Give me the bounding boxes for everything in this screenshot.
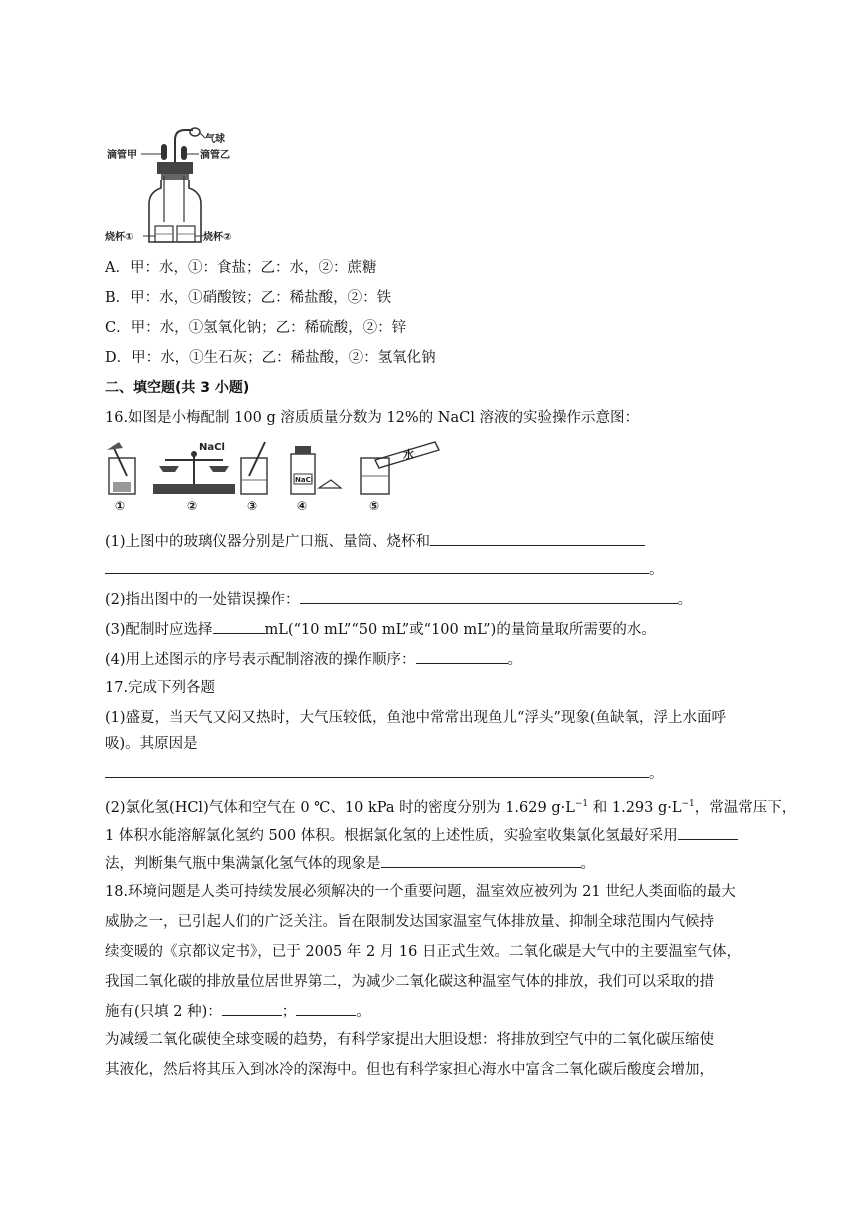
label-dropper-b: 滴管乙 xyxy=(200,150,230,161)
q16-part1-cont: 。 xyxy=(105,558,760,580)
q17-part1-line2: 吸)。其原因是 xyxy=(105,736,198,752)
option-b: B．甲：水，①硝酸铵；乙：稀盐酸，②：铁 xyxy=(105,290,392,306)
solution-prep-figure xyxy=(105,436,445,516)
answer-blank-17-1[interactable] xyxy=(105,762,649,778)
q17-stem: 17.完成下列各题 xyxy=(105,680,216,696)
q18-line6: 为减缓二氧化碳使全球变暖的趋势，有科学家提出大胆设想：将排放到空气中的二氧化碳压缩使 xyxy=(105,1032,714,1048)
answer-blank-16-2[interactable] xyxy=(300,588,678,604)
label-nacl-bottle: NaCl xyxy=(295,476,314,484)
answer-blank-17-2a[interactable] xyxy=(678,824,738,840)
q16-part2: (2)指出图中的一处错误操作： 。 xyxy=(105,588,760,610)
option-a: A．甲：水，①：食盐；乙：水，②：蔗糖 xyxy=(105,260,377,276)
q18-line2: 威胁之一，已引起人们的广泛关注。旨在限制发达国家温室气体排放量、抑制全球范围内气候持 xyxy=(105,914,714,930)
q18-line7: 其液化，然后将其压入到冰冷的深海中。但也有科学家担心海水中富含二氧化碳后酸度会增加， xyxy=(105,1062,714,1078)
q17-part1-blank-line: 。 xyxy=(105,762,760,784)
step-2: ② xyxy=(187,499,198,513)
step-4: ④ xyxy=(297,499,308,513)
answer-blank-17-2b[interactable] xyxy=(381,852,581,868)
label-beaker1: 烧杯① xyxy=(105,232,134,243)
label-dropper-a: 滴管甲 xyxy=(107,150,137,161)
label-beaker2: 烧杯② xyxy=(203,232,232,243)
q16-part3: (3)配制时应选择 mL(“10 mL”“50 mL”或“100 mL”)的量筒量取所需要的水。 xyxy=(105,618,760,640)
section-title: 二、填空题(共 3 小题) xyxy=(105,380,250,396)
answer-blank-16-1[interactable] xyxy=(430,530,645,546)
q17-part2-line1: (2)氯化氢(HCl)气体和空气在 0 ℃、10 kPa 时的密度分别为 1.629 $g\cdot L^{-1}$ 和 1.293 $g\cdot L^{-1}$，常温常压下， xyxy=(105,799,797,816)
label-balloon: 气球 xyxy=(205,134,225,145)
answer-blank-18-1[interactable] xyxy=(222,1000,282,1016)
apparatus-diagram xyxy=(105,126,255,252)
apparatus-figure xyxy=(105,126,255,252)
q18-line4: 我国二氧化碳的排放量位居世界第二，为减少二氧化碳这种温室气体的排放，我们可以采取的措 xyxy=(105,974,714,990)
q17-part1-line1: (1)盛夏，当天气又闷又热时，大气压较低，鱼池中常常出现鱼儿“浮头”现象(鱼缺氧，浮上水面呼 xyxy=(105,710,727,726)
step-5: ⑤ xyxy=(369,499,380,513)
option-c: C．甲：水，①氢氧化钠；乙：稀硫酸，②：锌 xyxy=(105,320,407,336)
label-water: 水 xyxy=(403,448,414,461)
option-d: D．甲：水，①生石灰；乙：稀盐酸，②：氢氧化钠 xyxy=(105,350,436,366)
answer-blank-18-2[interactable] xyxy=(296,1000,356,1016)
solution-steps-diagram xyxy=(105,436,445,516)
q17-part2-line3: 法，判断集气瓶中集满氯化氢气体的现象是 。 xyxy=(105,852,760,874)
q16-part1: (1)上图中的玻璃仪器分别是广口瓶、量筒、烧杯和 xyxy=(105,530,760,552)
q18-line1: 18.环境问题是人类可持续发展必须解决的一个重要问题，温室效应被列为 21 世纪人类面临的最大 xyxy=(105,884,736,900)
q17-part2-line2: 1 体积水能溶解氯化氢约 500 体积。根据氯化氢的上述性质，实验室收集氯化氢最好采用 xyxy=(105,824,760,846)
answer-blank-16-1b[interactable] xyxy=(105,558,649,574)
step-1: ① xyxy=(115,499,126,513)
q18-line3: 续变暖的《京都议定书》，已于 2005 年 2 月 16 日正式生效。二氧化碳是大气中的主要温室气体， xyxy=(105,944,741,960)
answer-blank-16-4[interactable] xyxy=(416,648,508,664)
q16-part4: (4)用上述图示的序号表示配制溶液的操作顺序： 。 xyxy=(105,648,760,670)
label-nacl: NaCl xyxy=(199,442,225,453)
q18-line5: 施有(只填 2 种)： ； 。 xyxy=(105,1000,760,1022)
step-3: ③ xyxy=(247,499,258,513)
q16-stem: 16.如图是小梅配制 100 g 溶质质量分数为 12%的 NaCl 溶液的实验操作示意图： xyxy=(105,410,639,426)
answer-blank-16-3[interactable] xyxy=(213,618,265,634)
